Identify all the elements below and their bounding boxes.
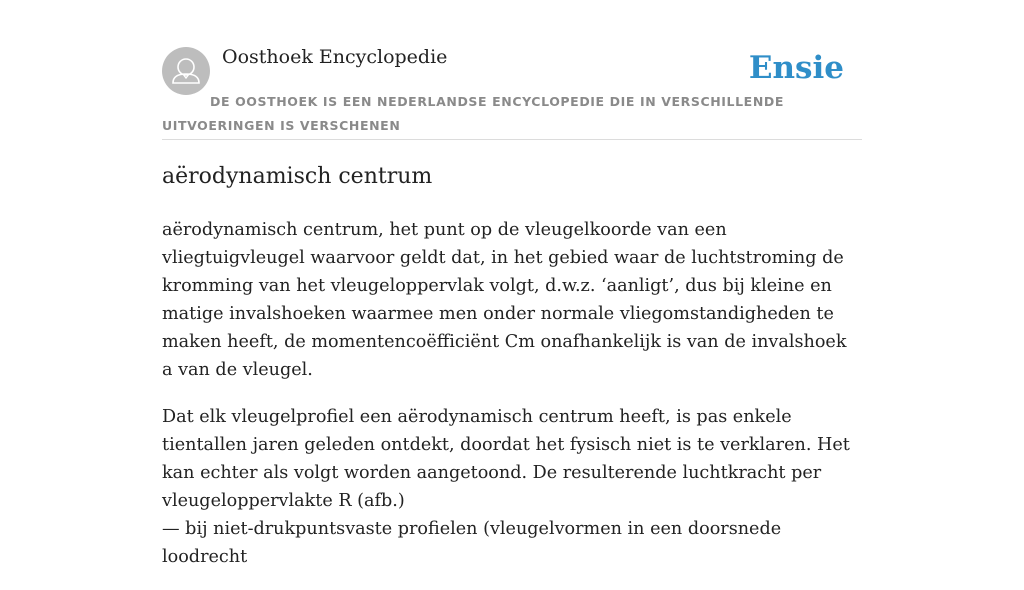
author-name[interactable]: Oosthoek Encyclopedie — [222, 46, 448, 68]
article-title: aërodynamisch centrum — [162, 164, 433, 189]
article-body — [162, 216, 862, 590]
article-paragraph — [162, 403, 862, 571]
paragraph-text-continued: — bij niet-drukpuntsvaste profielen (vleugelvormen in een doorsnede loodrecht — [162, 519, 782, 567]
brand-logo[interactable]: Ensie — [748, 50, 844, 86]
author-tagline: DE OOSTHOEK IS EEN NEDERLANDSE ENCYCLOPEDIE DIE IN VERSCHILLENDE UITVOERINGEN IS VERSCHENEN — [162, 94, 784, 133]
article-paragraph: aërodynamisch centrum, het punt op de vleugelkoorde van een vliegtuigvleugel waarvoor geldt dat, in het gebied waar de luchtstroming de kromming van het vleugeloppervlak volgt, d.w.z. ‘aanligt’, dus bij kleine en matige invalshoeken waarmee men onder normale vliegomstandigheden te maken heeft, de momentencoëfficiënt Cm onafhankelijk is van de invalshoek a van de vleugel. — [162, 220, 847, 380]
user-silhouette-icon — [162, 47, 210, 95]
page-container — [162, 0, 862, 567]
site-header — [162, 0, 862, 140]
paragraph-text: Dat elk vleugelprofiel een aërodynamisch centrum heeft, is pas enkele tientallen jaren geleden ontdekt, doordat het fysisch niet is te verklaren. Het kan echter als volgt worden aangetoond. De resulterende luchtkracht per vleugeloppervlakte R (afb.) — [162, 407, 850, 511]
author-avatar[interactable] — [162, 47, 210, 95]
